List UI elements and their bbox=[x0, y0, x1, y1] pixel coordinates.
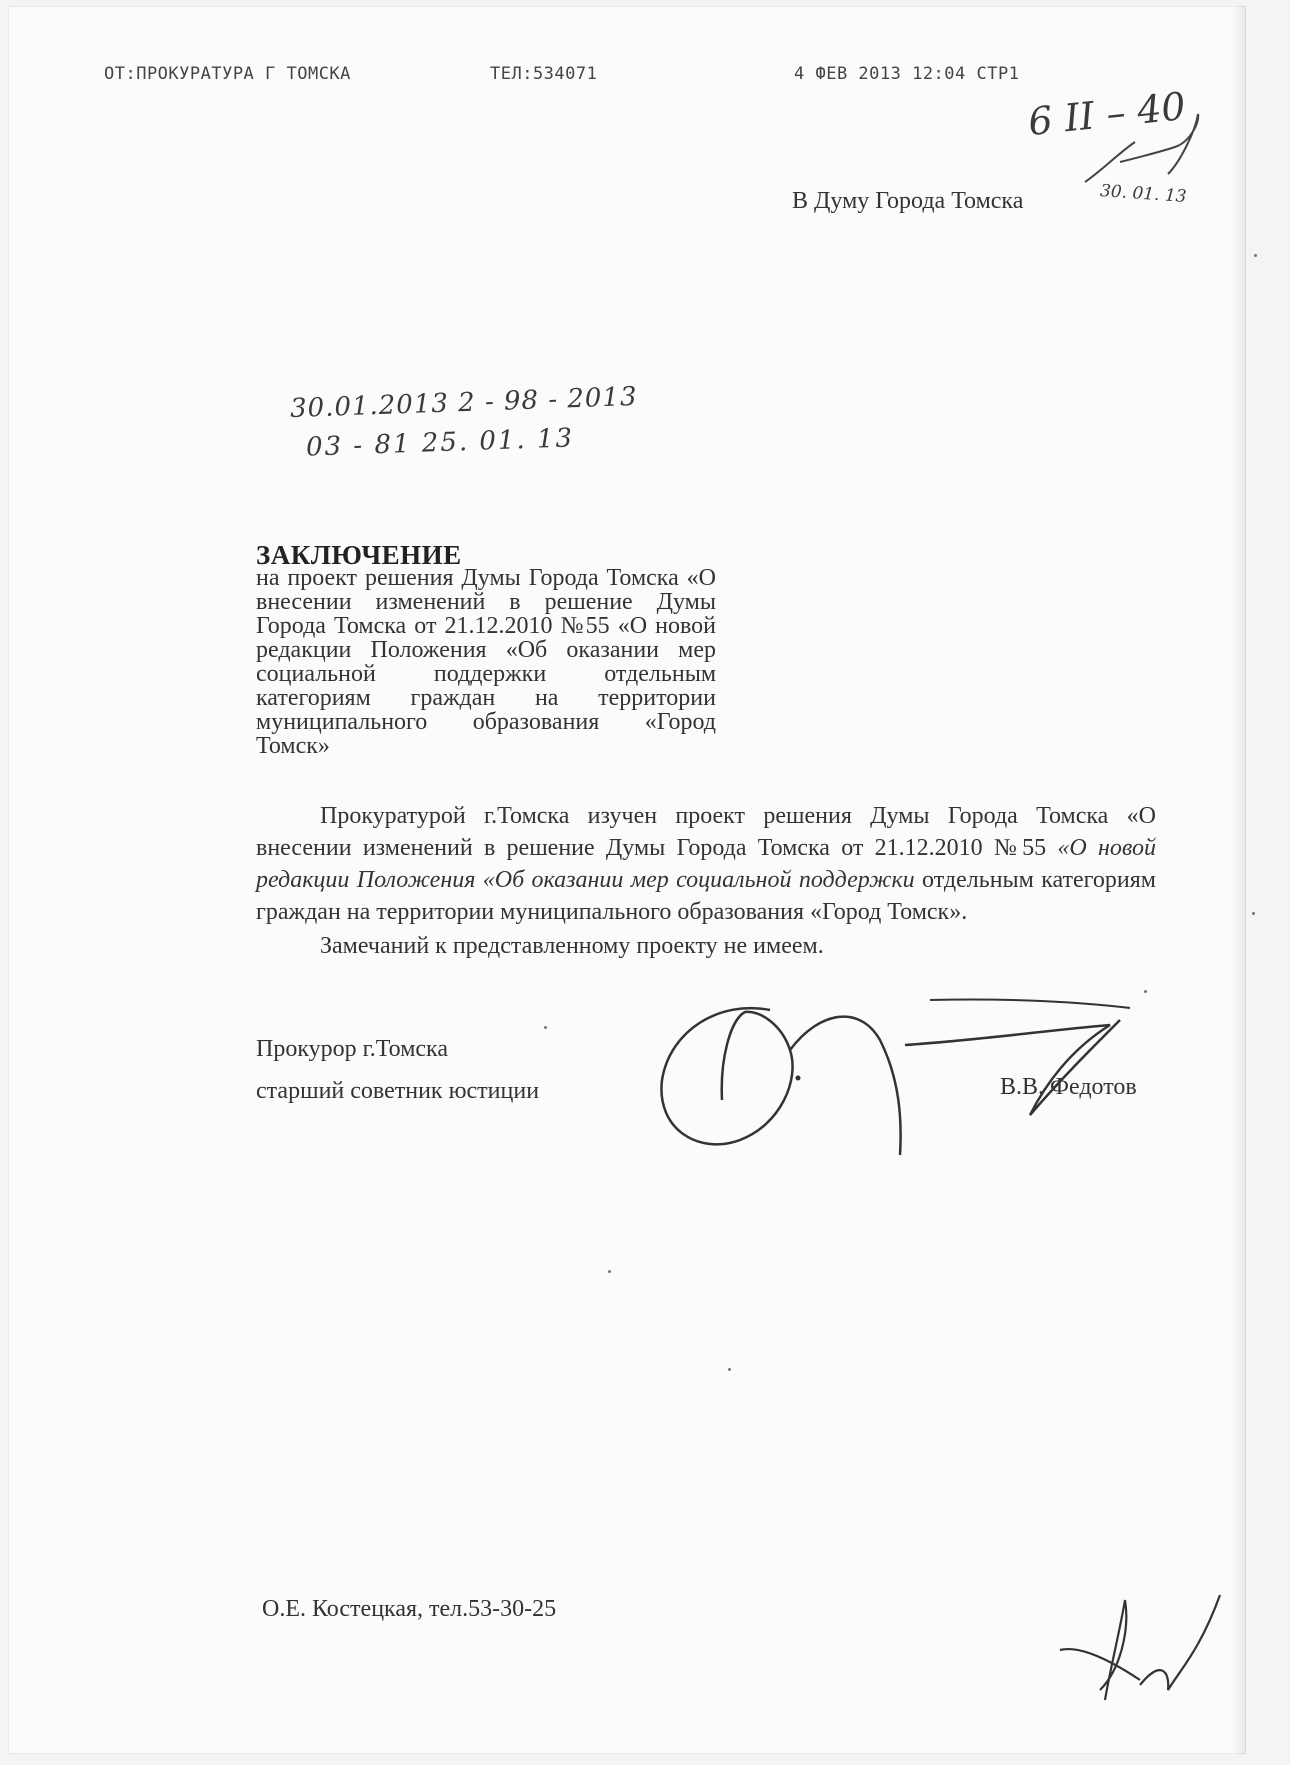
bottom-initials bbox=[1050, 1590, 1230, 1710]
signer-position: Прокурор г.Томска bbox=[256, 1036, 448, 1062]
fax-header bbox=[104, 64, 1084, 88]
handwritten-registration-line2: 03 - 81 25. 01. 13 bbox=[305, 423, 575, 463]
resolution-signature bbox=[1080, 112, 1220, 192]
signer-rank: старший советник юстиции bbox=[256, 1078, 540, 1104]
scan-speck bbox=[608, 1270, 611, 1273]
signer-name: В.В. Федотов bbox=[1000, 1074, 1137, 1100]
fax-sender: ОТ:ПРОКУРАТУРА Г ТОМСКА bbox=[104, 64, 351, 84]
addressee: В Думу Города Томска bbox=[792, 188, 1024, 214]
scan-speck bbox=[1252, 912, 1255, 915]
document-body bbox=[256, 800, 1156, 962]
body-paragraph-1-end: отдельным категориям граждан на территории муниципального образования «Город Томск». bbox=[256, 867, 1156, 925]
prosecutor-signature bbox=[650, 990, 1170, 1160]
handwritten-top-note: 6 II – 40 bbox=[1026, 83, 1188, 145]
fax-datetime: 4 ФЕВ 2013 12:04 СТР1 bbox=[794, 64, 1020, 84]
body-paragraph-1 bbox=[256, 800, 1156, 928]
handwritten-registration-line1: 30.01.2013 2 - 98 - 2013 bbox=[289, 381, 638, 425]
scan-speck bbox=[728, 1368, 731, 1371]
document-subject: на проект решения Думы Города Томска «О внесении изменений в решение Думы Города Томска от 21.12.2010 №55 «О новой редакции Положения «Об оказании мер социальной поддержки отдельным категориям граждан на территории муниципального образования «Город Томск» bbox=[256, 565, 716, 759]
body-paragraph-2: Замечаний к представленному проекту не имеем. bbox=[320, 933, 824, 959]
document-title: ЗАКЛЮЧЕНИЕ bbox=[256, 540, 462, 570]
scan-speck bbox=[1254, 254, 1257, 257]
body-paragraph-1-start: Прокуратурой г.Томска изучен проект решения Думы Города Томска «О внесении изменений в решение Думы Города Томска от 21.12.2010 №55 bbox=[256, 803, 1156, 861]
fax-phone: ТЕЛ:534071 bbox=[490, 64, 598, 84]
handwritten-top-date: 30. 01. 13 bbox=[1099, 181, 1188, 207]
scan-edge-shadow bbox=[1232, 6, 1246, 1754]
body-paragraph-1-italic: «О новой редакции Положения «Об оказании мер социальной поддержки bbox=[256, 835, 1156, 893]
scan-speck bbox=[544, 1026, 547, 1029]
executor-contact: О.Е. Костецкая, тел.53-30-25 bbox=[262, 1596, 557, 1622]
scan-speck bbox=[1144, 990, 1147, 993]
